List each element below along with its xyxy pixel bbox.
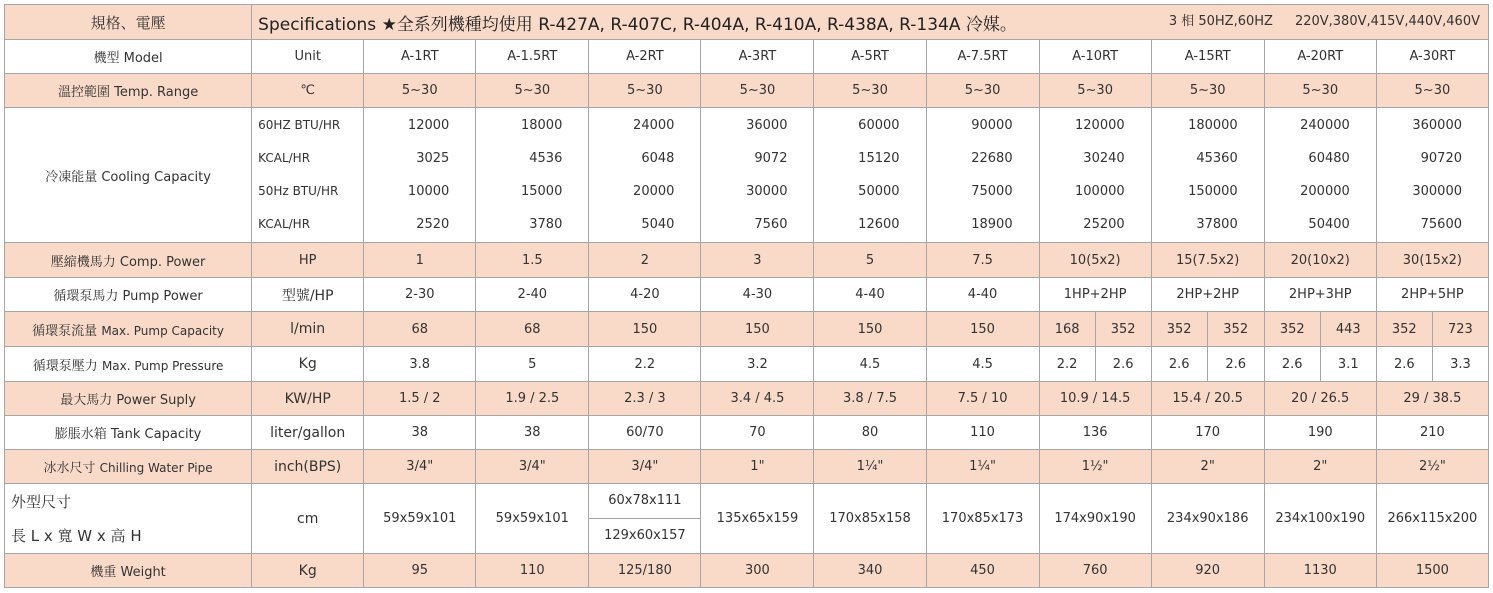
dimensions-cell: 174x90x190: [1039, 484, 1151, 554]
comp-cell: 10(5x2): [1039, 243, 1151, 278]
pump-pressure-row: [5, 347, 1489, 382]
pump-pressure-cell: 4.5: [926, 347, 1039, 382]
weight-cell: 760: [1039, 554, 1151, 588]
pump-capacity-cell: 352: [1376, 312, 1432, 347]
model-cell: A-15RT: [1151, 40, 1264, 74]
cooling-value: 15120: [858, 150, 900, 166]
power-cell: 2.3 / 3: [589, 382, 701, 416]
pump-power-cell: 2HP+3HP: [1264, 278, 1376, 312]
cooling-unit: KCAL/HR: [258, 150, 311, 165]
dimensions-cell: 266x115x200: [1376, 484, 1488, 554]
model-cell: A-10RT: [1039, 40, 1151, 74]
pump-capacity-unit: l/min: [252, 312, 364, 347]
cooling-value: 60000: [858, 117, 900, 133]
title-row: [5, 5, 1489, 40]
cooling-value: 30240: [1083, 150, 1125, 166]
temp-cell: 5~30: [364, 74, 476, 108]
comp-label: 壓縮機馬力 Comp. Power: [5, 243, 252, 278]
cooling-value: 6048: [641, 150, 675, 166]
weight-cell: 300: [701, 554, 814, 588]
comp-cell: 15(7.5x2): [1151, 243, 1264, 278]
cooling-value: 180000: [1188, 117, 1238, 133]
dimensions-cell: [589, 484, 701, 554]
cooling-value: 30000: [746, 184, 788, 199]
cooling-value: 12600: [858, 217, 900, 233]
cooling-value: 200000: [1300, 184, 1350, 199]
cooling-cell: [476, 108, 589, 243]
temp-cell: 5~30: [1039, 74, 1151, 108]
power-cell: 10.9 / 14.5: [1039, 382, 1151, 416]
cooling-value: 75600: [1420, 217, 1462, 233]
pump-pressure-cell: 5: [476, 347, 589, 382]
temp-row: [5, 74, 1489, 108]
temp-cell: 5~30: [589, 74, 701, 108]
cooling-value: 90000: [971, 117, 1013, 133]
cooling-value: 75000: [971, 184, 1013, 199]
tank-cell: 210: [1376, 416, 1488, 450]
pump-pressure-cell: 2.6: [1264, 347, 1320, 382]
pipe-row: [5, 450, 1489, 484]
cooling-value: 5040: [641, 217, 675, 233]
tank-cell: 60/70: [589, 416, 701, 450]
comp-cell: 7.5: [926, 243, 1039, 278]
power-unit: KW/HP: [252, 382, 364, 416]
comp-unit: HP: [252, 243, 364, 278]
cooling-label: 冷凍能量 Cooling Capacity: [5, 108, 252, 243]
cooling-row: [5, 108, 1489, 243]
pump-pressure-cell: 2.2: [589, 347, 701, 382]
pump-capacity-cell: 150: [701, 312, 814, 347]
pipe-cell: 3/4": [364, 450, 476, 484]
cooling-value: 2520: [416, 217, 450, 233]
pipe-cell: 3/4": [476, 450, 589, 484]
pump-capacity-cell: 352: [1095, 312, 1151, 347]
dimensions-cell: 170x85x158: [814, 484, 926, 554]
cooling-cell: [1376, 108, 1488, 243]
power-cell: 20 / 26.5: [1264, 382, 1376, 416]
dimensions-cell: 234x90x186: [1151, 484, 1264, 554]
tank-cell: 80: [814, 416, 926, 450]
pipe-cell: 2": [1151, 450, 1264, 484]
cooling-cell: [701, 108, 814, 243]
cooling-cell: [926, 108, 1039, 243]
comp-row: [5, 243, 1489, 278]
model-cell: A-5RT: [814, 40, 926, 74]
phase-frequency: 3 相 50HZ,60HZ: [1168, 13, 1273, 29]
cooling-value: 45360: [1196, 150, 1238, 166]
cooling-cell: [1039, 108, 1151, 243]
pump-power-cell: 2-30: [364, 278, 476, 312]
pump-capacity-cell: 150: [926, 312, 1039, 347]
pump-capacity-label: [5, 312, 252, 347]
cooling-unit: KCAL/HR: [258, 217, 311, 232]
tank-cell: 38: [364, 416, 476, 450]
power-cell: 1.5 / 2: [364, 382, 476, 416]
temp-cell: 5~30: [476, 74, 589, 108]
pipe-cell: 3/4": [589, 450, 701, 484]
dimensions-value: 129x60x157: [589, 518, 700, 553]
pump-capacity-cell: 68: [364, 312, 476, 347]
dimensions-cell: 59x59x101: [476, 484, 589, 554]
cooling-value: 9072: [754, 150, 788, 166]
pump-pressure-cell: 2.6: [1095, 347, 1151, 382]
weight-cell: 1130: [1264, 554, 1376, 588]
comp-cell: 20(10x2): [1264, 243, 1376, 278]
power-row: [5, 382, 1489, 416]
cooling-value: 12000: [407, 117, 450, 133]
pump-capacity-cell: 168: [1039, 312, 1095, 347]
model-cell: A-1.5RT: [476, 40, 589, 74]
pump-pressure-label: [5, 347, 252, 382]
weight-cell: 95: [364, 554, 476, 588]
unit-header: Unit: [252, 40, 364, 74]
model-cell: A-3RT: [701, 40, 814, 74]
pump-capacity-label-en: Max. Pump Capacity: [101, 323, 224, 338]
cooling-units: [252, 108, 364, 243]
cooling-value: 18900: [971, 217, 1013, 233]
pipe-cell: 1¼": [814, 450, 926, 484]
spec-title-cell: [252, 5, 1489, 40]
comp-cell: 2: [589, 243, 701, 278]
temp-cell: 5~30: [814, 74, 926, 108]
temp-cell: 5~30: [701, 74, 814, 108]
tank-unit: liter/gallon: [252, 416, 364, 450]
cooling-unit: 60HZ BTU/HR: [258, 117, 341, 132]
pump-power-row: [5, 278, 1489, 312]
cooling-value: 300000: [1412, 184, 1462, 199]
temp-cell: 5~30: [926, 74, 1039, 108]
pipe-unit: inch(BPS): [252, 450, 364, 484]
model-cell: A-30RT: [1376, 40, 1488, 74]
pump-power-cell: 2-40: [476, 278, 589, 312]
comp-cell: 1.5: [476, 243, 589, 278]
pump-power-cell: 2HP+2HP: [1151, 278, 1264, 312]
weight-row: [5, 554, 1489, 588]
pump-pressure-cell: 2.6: [1207, 347, 1264, 382]
tank-cell: 190: [1264, 416, 1376, 450]
spec-voltage-label: 規格、電壓: [5, 5, 252, 40]
pump-capacity-cell: 352: [1207, 312, 1264, 347]
cooling-value: 60480: [1308, 150, 1350, 166]
cooling-value: 3025: [416, 150, 450, 166]
dimensions-label: [5, 484, 252, 554]
pump-capacity-cell: 68: [476, 312, 589, 347]
temp-cell: 5~30: [1264, 74, 1376, 108]
cooling-value: 15000: [520, 184, 563, 199]
pipe-cell: 2": [1264, 450, 1376, 484]
power-cell: 3.4 / 4.5: [701, 382, 814, 416]
cooling-value: 360000: [1412, 117, 1462, 133]
model-cell: A-20RT: [1264, 40, 1376, 74]
model-cell: A-1RT: [364, 40, 476, 74]
weight-cell: 1500: [1376, 554, 1488, 588]
cooling-value: 50000: [858, 184, 900, 199]
tank-cell: 110: [926, 416, 1039, 450]
cooling-cell: [1264, 108, 1376, 243]
pump-capacity-cell: 352: [1151, 312, 1207, 347]
cooling-value: 22680: [971, 150, 1013, 166]
pump-power-cell: 2HP+5HP: [1376, 278, 1488, 312]
pump-pressure-unit: Kg: [252, 347, 364, 382]
pump-capacity-cell: 352: [1264, 312, 1320, 347]
power-cell: 1.9 / 2.5: [476, 382, 589, 416]
temp-unit: ℃: [252, 74, 364, 108]
pump-pressure-cell: 2.2: [1039, 347, 1095, 382]
weight-cell: 125/180: [589, 554, 701, 588]
tank-cell: 136: [1039, 416, 1151, 450]
dimensions-cell: 234x100x190: [1264, 484, 1376, 554]
tank-cell: 170: [1151, 416, 1264, 450]
pump-capacity-cell: 443: [1320, 312, 1376, 347]
tank-cell: 70: [701, 416, 814, 450]
temp-label: 溫控範圍 Temp. Range: [5, 74, 252, 108]
weight-cell: 340: [814, 554, 926, 588]
pump-capacity-cell: 150: [814, 312, 926, 347]
dimensions-row: [5, 484, 1489, 554]
cooling-value: 4536: [529, 150, 563, 166]
power-cell: 3.8 / 7.5: [814, 382, 926, 416]
pump-pressure-label-cn: 循環泵壓力: [32, 358, 98, 374]
cooling-value: 10000: [407, 184, 450, 199]
dimensions-cell: 135x65x159: [701, 484, 814, 554]
comp-cell: 1: [364, 243, 476, 278]
pump-pressure-cell: 3.8: [364, 347, 476, 382]
model-label: 機型 Model: [5, 40, 252, 74]
pump-capacity-cell: 150: [589, 312, 701, 347]
weight-cell: 110: [476, 554, 589, 588]
cooling-value: 240000: [1300, 117, 1350, 133]
comp-cell: 30(15x2): [1376, 243, 1488, 278]
dimensions-value: 60x78x111: [608, 493, 682, 508]
pump-power-label: 循環泵馬力 Pump Power: [5, 278, 252, 312]
pump-pressure-cell: 3.2: [701, 347, 814, 382]
pipe-label-en: Chilling Water Pipe: [99, 461, 213, 475]
pump-power-cell: 4-20: [589, 278, 701, 312]
pump-pressure-cell: 2.6: [1376, 347, 1432, 382]
pump-pressure-label-en: Max. Pump Pressure: [101, 358, 224, 373]
pump-capacity-row: [5, 312, 1489, 347]
cooling-cell: [814, 108, 926, 243]
cooling-value: 3780: [529, 217, 563, 233]
model-cell: A-2RT: [589, 40, 701, 74]
power-cell: 7.5 / 10: [926, 382, 1039, 416]
pump-pressure-cell: 2.6: [1151, 347, 1207, 382]
cooling-value: 50400: [1308, 217, 1350, 233]
pipe-cell: 1": [701, 450, 814, 484]
power-cell: 15.4 / 20.5: [1151, 382, 1264, 416]
model-row: [5, 40, 1489, 74]
dimensions-cell: 59x59x101: [364, 484, 476, 554]
pump-power-cell: 4-30: [701, 278, 814, 312]
weight-cell: 920: [1151, 554, 1264, 588]
temp-cell: 5~30: [1376, 74, 1488, 108]
pump-power-cell: 1HP+2HP: [1039, 278, 1151, 312]
tank-row: [5, 416, 1489, 450]
temp-cell: 5~30: [1151, 74, 1264, 108]
pipe-label-cn: 冰水尺寸: [43, 461, 96, 476]
spec-table: [4, 4, 1489, 588]
pipe-cell: 1¼": [926, 450, 1039, 484]
comp-cell: 5: [814, 243, 926, 278]
dimensions-label-title: 外型尺寸: [11, 492, 72, 511]
power-cell: 29 / 38.5: [1376, 382, 1488, 416]
cooling-value: 25200: [1083, 217, 1125, 233]
cooling-value: 36000: [746, 117, 788, 133]
pump-power-cell: 4-40: [926, 278, 1039, 312]
cooling-value: 120000: [1075, 117, 1125, 133]
pipe-label: [5, 450, 252, 484]
comp-cell: 3: [701, 243, 814, 278]
power-spec: [1169, 10, 1480, 29]
pump-capacity-cell: 723: [1432, 312, 1488, 347]
dimensions-label-axes: 長 L x 寬 W x 高 H: [11, 526, 142, 545]
cooling-value: 20000: [633, 184, 675, 199]
refrigerant-note: Specifications ★全系列機種均使用 R-427A, R-407C, R-404A, R-410A, R-438A, R-134A 冷媒。: [258, 14, 1017, 35]
pump-pressure-cell: 3.1: [1320, 347, 1376, 382]
pump-pressure-cell: 3.3: [1432, 347, 1488, 382]
dimensions-unit: cm: [252, 484, 364, 554]
voltage-list: 220V,380V,415V,440V,460V: [1294, 13, 1480, 29]
pump-capacity-label-cn: 循環泵流量: [32, 323, 98, 339]
weight-unit: Kg: [252, 554, 364, 588]
power-label: 最大馬力 Power Suply: [5, 382, 252, 416]
cooling-value: 7560: [754, 217, 788, 233]
cooling-value: 100000: [1075, 184, 1125, 199]
tank-cell: 38: [476, 416, 589, 450]
tank-label: 膨脹水箱 Tank Capacity: [5, 416, 252, 450]
cooling-unit: 50Hz BTU/HR: [258, 184, 339, 198]
cooling-cell: [1151, 108, 1264, 243]
cooling-value: 37800: [1196, 217, 1238, 233]
cooling-value: 24000: [633, 117, 675, 133]
cooling-cell: [589, 108, 701, 243]
pipe-cell: 1½": [1039, 450, 1151, 484]
spec-table-wrapper: [4, 4, 1489, 588]
cooling-value: 90720: [1420, 150, 1462, 166]
weight-cell: 450: [926, 554, 1039, 588]
weight-label: 機重 Weight: [5, 554, 252, 588]
cooling-value: 18000: [520, 117, 563, 133]
pump-pressure-cell: 4.5: [814, 347, 926, 382]
dimensions-cell: 170x85x173: [926, 484, 1039, 554]
model-cell: A-7.5RT: [926, 40, 1039, 74]
pump-power-unit: 型號/HP: [252, 278, 364, 312]
pipe-cell: 2½": [1376, 450, 1488, 484]
cooling-cell: [364, 108, 476, 243]
pump-power-cell: 4-40: [814, 278, 926, 312]
cooling-value: 150000: [1188, 184, 1238, 199]
